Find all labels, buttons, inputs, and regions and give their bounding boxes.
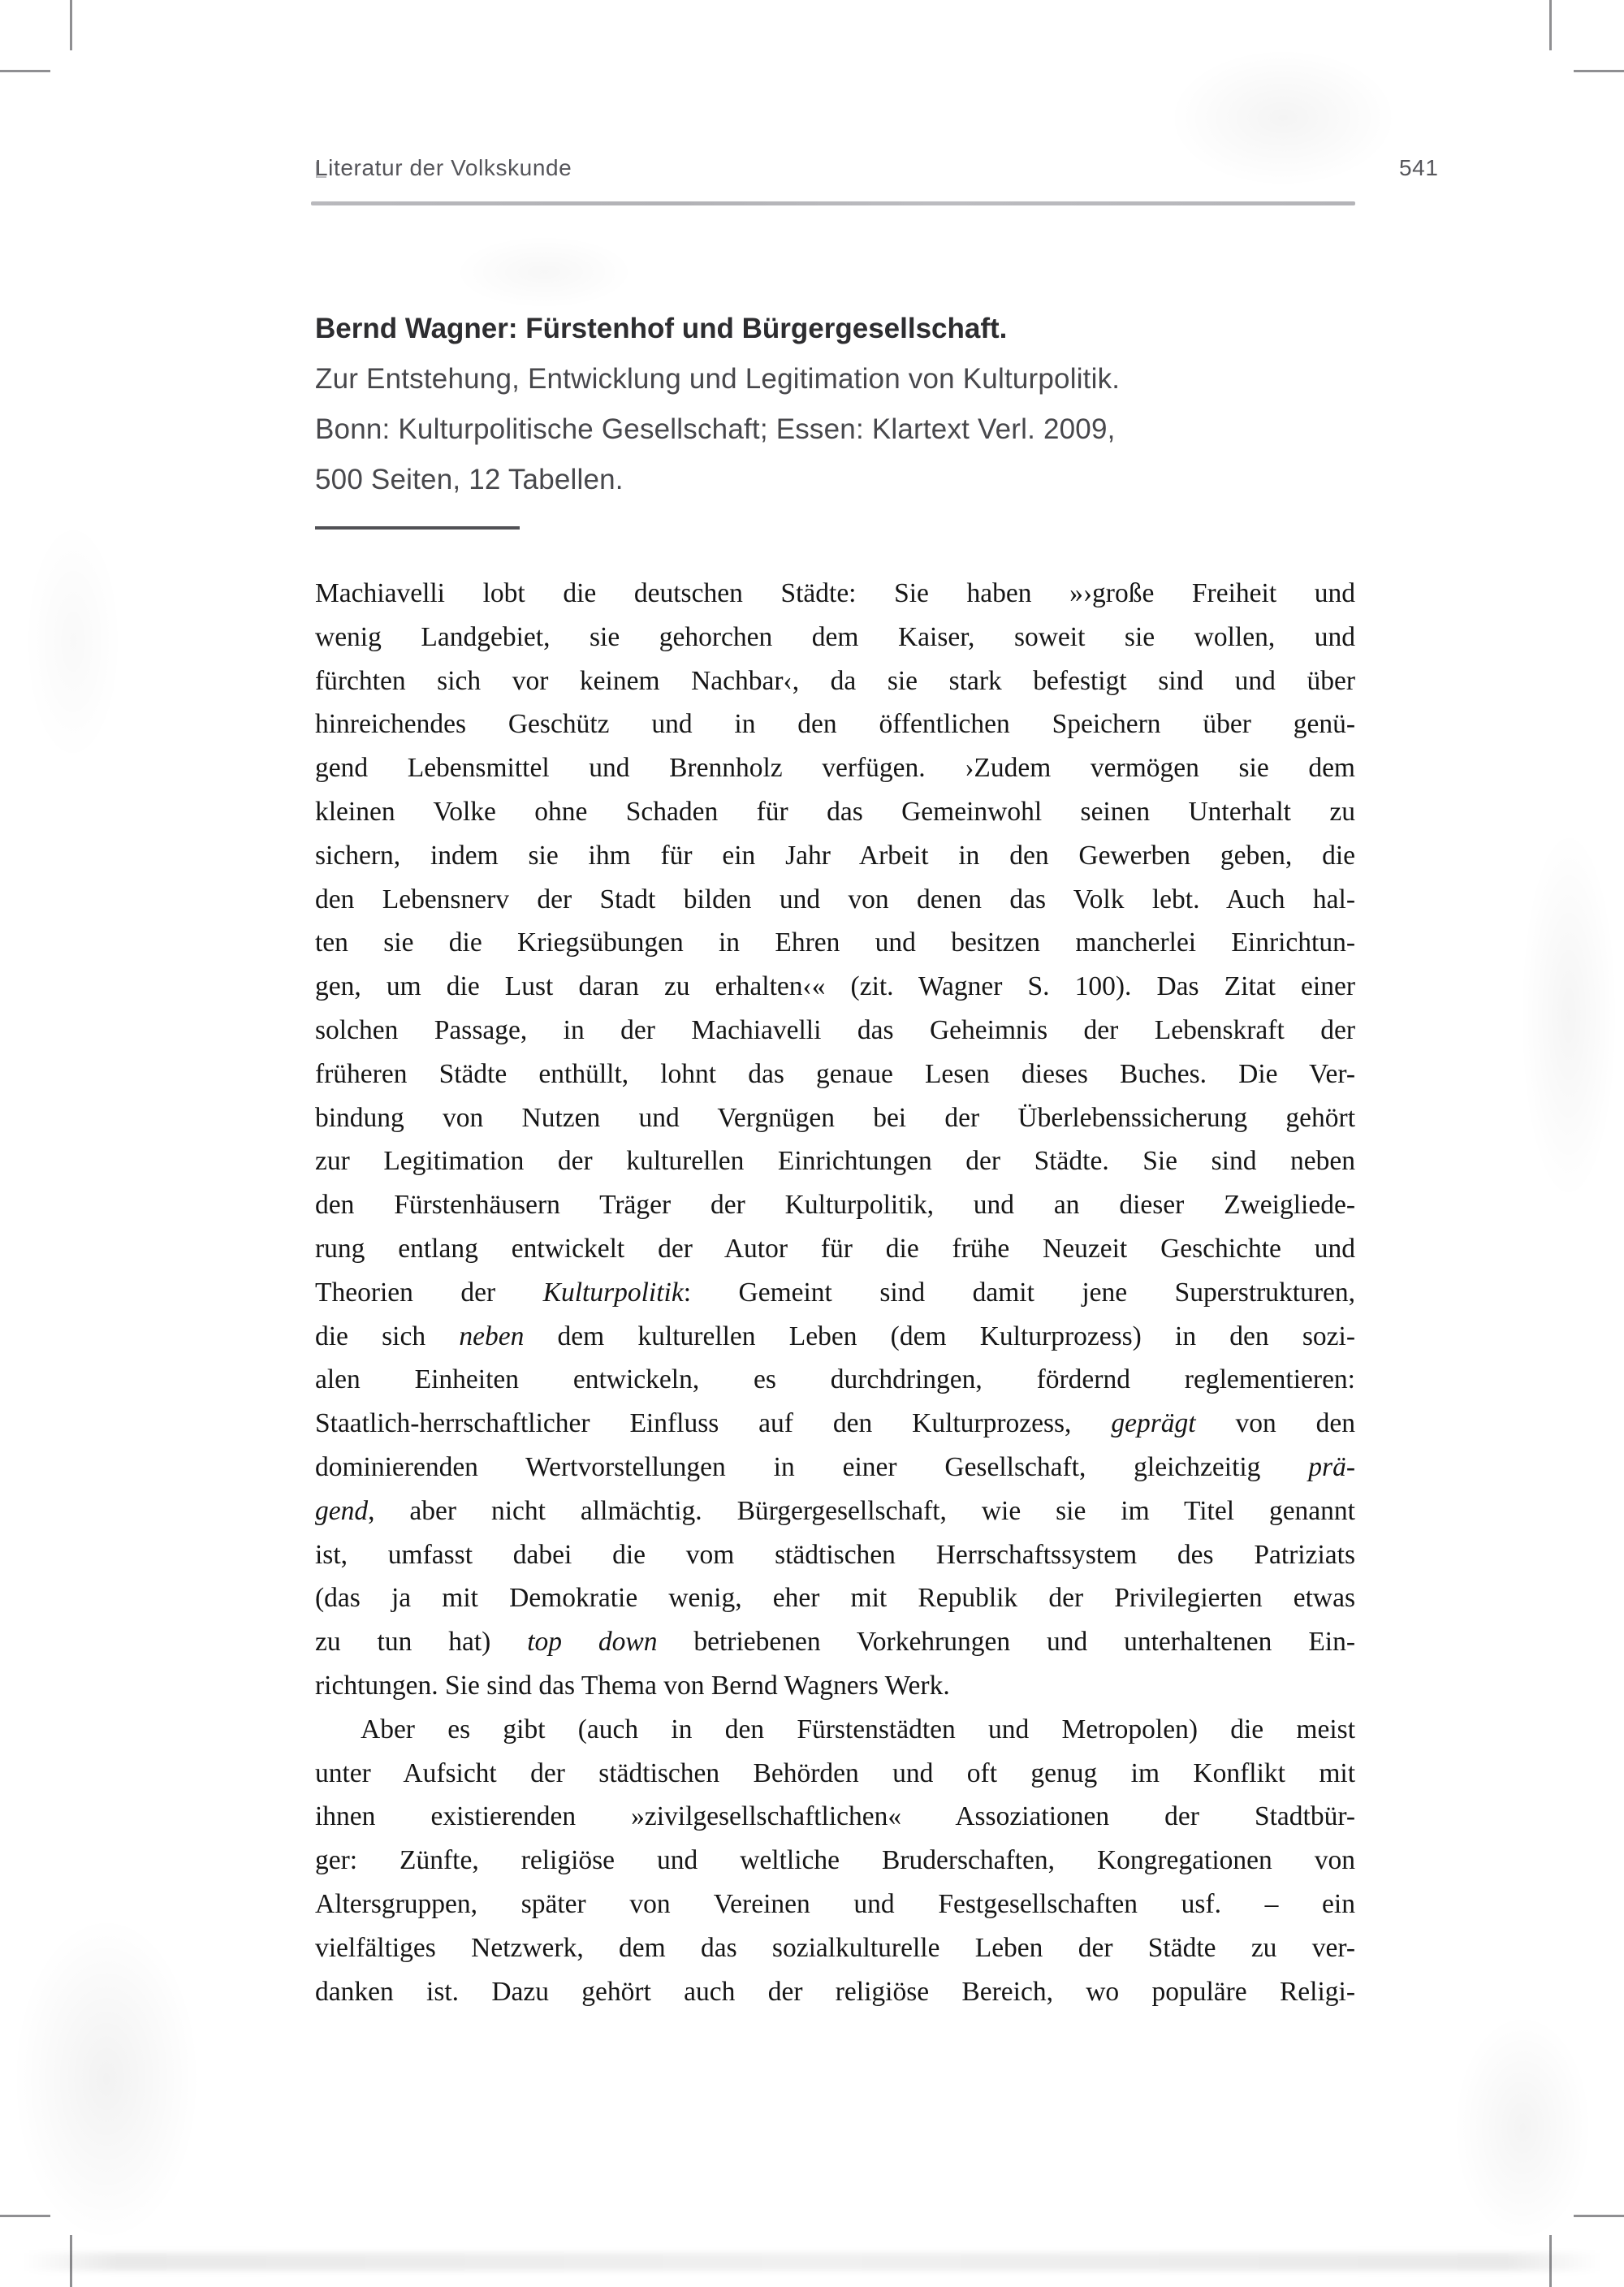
book-reference-block bbox=[315, 304, 1363, 505]
text-line: den Lebensnerv der Stadt bilden und von denen das Volk lebt. Auch hal- bbox=[315, 884, 1355, 914]
scan-smudge bbox=[1520, 828, 1618, 1202]
text-line: bindung von Nutzen und Vergnügen bei der Überlebenssicherung gehört bbox=[315, 1102, 1355, 1133]
text-line: zur Legitimation der kulturellen Einrichtungen der Städte. Sie sind neben bbox=[315, 1146, 1355, 1177]
text-line: gend, aber nicht allmächtig. Bürgergesellschaft, wie sie im Titel genannt bbox=[315, 1495, 1355, 1526]
crop-mark-bottom-right-vertical bbox=[1549, 2235, 1552, 2287]
scan-smudge bbox=[13, 1917, 200, 2242]
text-line: richtungen. Sie sind das Thema von Bernd Wagners Werk. bbox=[315, 1670, 950, 1701]
text-line: zu tun hat) top down betriebenen Vorkehrungen und unterhaltenen Ein- bbox=[315, 1627, 1355, 1658]
text-line: sichern, indem sie ihm für ein Jahr Arbeit in den Gewerben geben, die bbox=[315, 840, 1355, 871]
book-subtitle-line: Zur Entstehung, Entwicklung und Legitimation von Kulturpolitik. bbox=[315, 363, 1121, 395]
text-line: Aber es gibt (auch in den Fürstenstädten und Metropolen) die meist bbox=[361, 1714, 1355, 1744]
crop-mark-bottom-left-horizontal bbox=[0, 2215, 50, 2217]
text-line: ger: Zünfte, religiöse und weltliche Bruderschaften, Kongregationen von bbox=[315, 1845, 1355, 1876]
book-title-line: Bernd Wagner: Fürstenhof und Bürgergesellschaft. bbox=[315, 313, 1008, 344]
text-line: fürchten sich vor keinem Nachbar‹, da sie stark befestigt sind und über bbox=[315, 665, 1355, 696]
crop-mark-top-right-horizontal bbox=[1574, 70, 1624, 72]
scan-smudge bbox=[1453, 2014, 1592, 2242]
book-publisher-line: Bonn: Kulturpolitische Gesellschaft; Essen: Klartext Verl. 2009, bbox=[315, 413, 1116, 445]
book-extent-line: 500 Seiten, 12 Tabellen. bbox=[315, 464, 624, 495]
text-line: gen, um die Lust daran zu erhalten‹« (zit. Wagner S. 100). Das Zitat einer bbox=[315, 971, 1355, 1002]
crop-mark-top-left-vertical bbox=[70, 0, 72, 50]
text-line: kleinen Volke ohne Schaden für das Gemeinwohl seinen Unterhalt zu bbox=[315, 796, 1355, 827]
text-line: hinreichendes Geschütz und in den öffentlichen Speichern über genü- bbox=[315, 709, 1355, 740]
text-line: Staatlich-herrschaftlicher Einfluss auf den Kulturprozess, geprägt von den bbox=[315, 1408, 1355, 1439]
crop-mark-top-left-horizontal bbox=[0, 70, 50, 72]
text-line: Theorien der Kulturpolitik: Gemeint sind damit jene Superstrukturen, bbox=[315, 1277, 1355, 1308]
reference-separator-rule bbox=[315, 526, 520, 530]
scan-bottom-band bbox=[23, 2253, 1601, 2271]
text-line: danken ist. Dazu gehört auch der religiöse Bereich, wo populäre Religi- bbox=[315, 1976, 1355, 2007]
text-line: früheren Städte enthüllt, lohnt das genaue Lesen dieses Buches. Die Ver- bbox=[315, 1058, 1355, 1089]
crop-mark-bottom-right-horizontal bbox=[1574, 2215, 1624, 2217]
text-line: vielfältiges Netzwerk, dem das sozialkulturelle Leben der Städte zu ver- bbox=[315, 1932, 1355, 1963]
text-line: rung entlang entwickelt der Autor für die frühe Neuzeit Geschichte und bbox=[315, 1233, 1355, 1264]
text-line: solchen Passage, in der Machiavelli das Geheimnis der Lebenskraft der bbox=[315, 1014, 1355, 1045]
scan-smudge bbox=[24, 520, 122, 763]
text-line: Altersgruppen, später von Vereinen und Festgesellschaften usf. – ein bbox=[315, 1888, 1355, 1919]
text-line: alen Einheiten entwickeln, es durchdringen, fördernd reglementieren: bbox=[315, 1364, 1355, 1395]
text-line: wenig Landgebiet, sie gehorchen dem Kaiser, soweit sie wollen, und bbox=[315, 621, 1355, 652]
text-line: unter Aufsicht der städtischen Behörden und oft genug im Konflikt mit bbox=[315, 1757, 1355, 1788]
text-line: (das ja mit Demokratie wenig, eher mit Republik der Privilegierten etwas bbox=[315, 1583, 1355, 1614]
scan-smudge bbox=[455, 236, 633, 309]
page-number: 541 bbox=[1399, 155, 1439, 180]
text-line: dominierenden Wertvorstellungen in einer Gesellschaft, gleichzeitig prä- bbox=[315, 1451, 1355, 1482]
text-line: den Fürstenhäusern Träger der Kulturpolitik, und an dieser Zweigliede- bbox=[315, 1190, 1355, 1221]
text-line: ist, umfasst dabei die vom städtischen Herrschaftssystem des Patriziats bbox=[315, 1539, 1355, 1570]
review-body bbox=[315, 572, 1355, 2013]
crop-mark-bottom-left-vertical bbox=[70, 2235, 72, 2287]
header-rule bbox=[311, 201, 1355, 205]
text-line: die sich neben dem kulturellen Leben (dem Kulturprozess) in den sozi- bbox=[315, 1321, 1356, 1351]
text-line: Machiavelli lobt die deutschen Städte: Sie haben »›große Freiheit und bbox=[315, 578, 1355, 608]
running-header-title: Literatur der Volkskunde bbox=[315, 155, 572, 180]
text-line: gend Lebensmittel und Brennholz verfügen. ›Zudem vermögen sie dem bbox=[315, 753, 1355, 784]
text-line: ten sie die Kriegsübungen in Ehren und besitzen mancherlei Einrichtun- bbox=[315, 927, 1355, 958]
crop-mark-top-right-vertical bbox=[1549, 0, 1552, 50]
text-line: ihnen existierenden »zivilgesellschaftlichen« Assoziationen der Stadtbür- bbox=[315, 1801, 1355, 1832]
scan-smudge bbox=[1169, 49, 1397, 187]
